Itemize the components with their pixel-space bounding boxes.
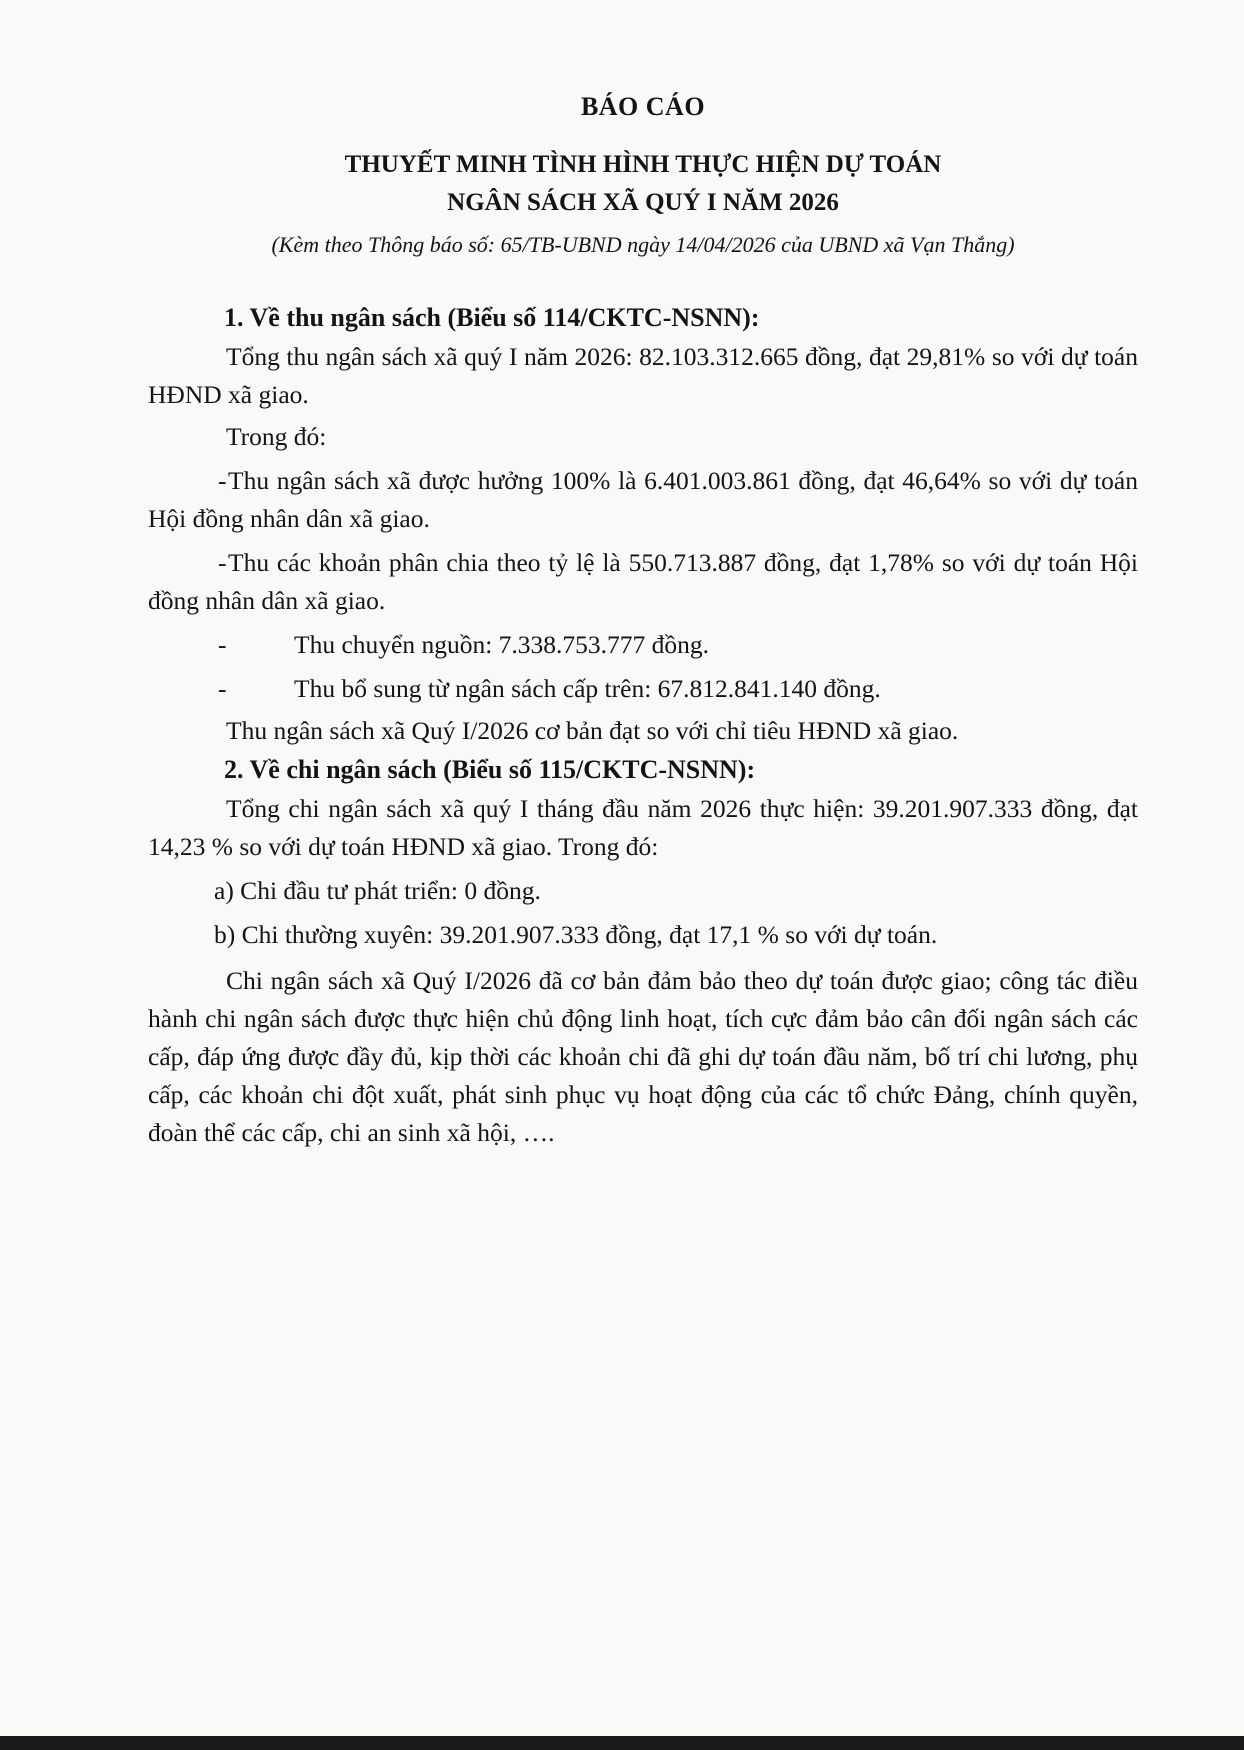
- revenue-item-text: Thu bổ sung từ ngân sách cấp trên: 67.812.841.140 đồng.: [294, 674, 881, 703]
- scan-bottom-edge: [0, 1736, 1244, 1750]
- revenue-item-text: Thu chuyển nguồn: 7.338.753.777 đồng.: [294, 630, 710, 659]
- revenue-item-own-source: [148, 462, 1138, 538]
- revenue-item-shared: [148, 544, 1138, 620]
- revenue-intro: Trong đó:: [226, 422, 327, 451]
- revenue-conclusion: Thu ngân sách xã Quý I/2026 cơ bản đạt so với chỉ tiêu HĐND xã giao.: [226, 716, 959, 745]
- revenue-total-paragraph: Tổng thu ngân sách xã quý I năm 2026: 82.103.312.665 đồng, đạt 29,81% so với dự toán HĐND xã giao.: [148, 342, 1138, 409]
- bullet-dash: -: [218, 674, 227, 703]
- bullet-dash: -: [218, 548, 227, 577]
- revenue-item-carryover: [148, 626, 1138, 664]
- revenue-item-text: Thu ngân sách xã được hưởng 100% là 6.401.003.861 đồng, đạt 46,64% so với dự toán Hội đồng nhân dân xã giao.: [148, 466, 1138, 533]
- report-subtitle-line1: THUYẾT MINH TÌNH HÌNH THỰC HIỆN DỰ TOÁN: [344, 151, 942, 178]
- attachment-note: (Kèm theo Thông báo số: 65/TB-UBND ngày 14/04/2026 của UBND xã Vạn Thắng): [271, 232, 1015, 257]
- revenue-item-text: Thu các khoản phân chia theo tỷ lệ là 550.713.887 đồng, đạt 1,78% so với dự toán Hội đồng nhân dân xã giao.: [148, 548, 1138, 615]
- report-title: BÁO CÁO: [580, 92, 706, 121]
- section-expenditure-heading: 2. Về chi ngân sách (Biểu số 115/CKTC-NSNN):: [224, 755, 756, 784]
- revenue-item-supplement: [148, 670, 1138, 708]
- document-body: [148, 92, 1138, 1152]
- section-revenue-heading: 1. Về thu ngân sách (Biểu số 114/CKTC-NSNN):: [224, 303, 760, 332]
- expenditure-total-paragraph: Tổng chi ngân sách xã quý I tháng đầu năm 2026 thực hiện: 39.201.907.333 đồng, đạt 14,23 % so với dự toán HĐND xã giao. Trong đó:: [148, 794, 1138, 861]
- expenditure-item-recurrent: b) Chi thường xuyên: 39.201.907.333 đồng, đạt 17,1 % so với dự toán.: [214, 920, 938, 949]
- bullet-dash: -: [218, 630, 227, 659]
- report-subtitle-line2: NGÂN SÁCH XÃ QUÝ I NĂM 2026: [447, 189, 839, 216]
- bullet-dash: -: [218, 466, 227, 495]
- expenditure-item-investment: a) Chi đầu tư phát triển: 0 đồng.: [214, 876, 541, 905]
- expenditure-conclusion: Chi ngân sách xã Quý I/2026 đã cơ bản đảm bảo theo dự toán được giao; công tác điều hành chi ngân sách được thực hiện chủ động linh hoạt, tích cực đảm bảo cân đối ngân sách các cấp, đáp ứng được đầy đủ, kịp thời các khoản chi đã ghi dự toán đầu năm, bố trí chi lương, phụ cấp, các khoản chi đột xuất, phát sinh phục vụ hoạt động của các tổ chức Đảng, chính quyền, đoàn thể các cấp, chi an sinh xã hội, ….: [148, 966, 1138, 1147]
